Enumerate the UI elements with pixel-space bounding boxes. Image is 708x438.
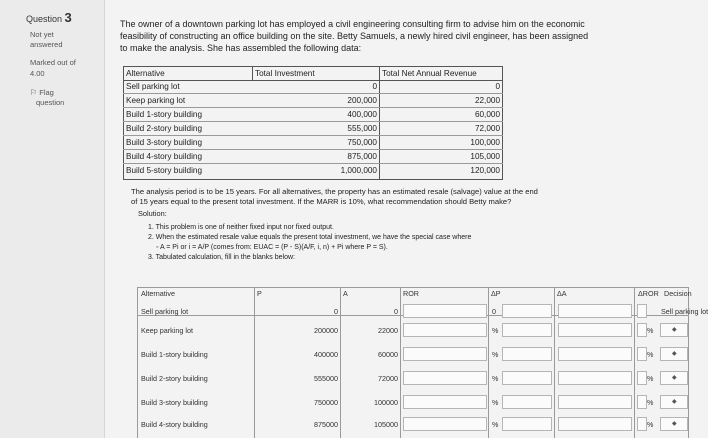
answer-alternative-cell: Build 1-story building bbox=[141, 350, 208, 359]
delta-a-input[interactable] bbox=[558, 347, 632, 361]
alternative-cell: Build 1-story building bbox=[126, 110, 203, 119]
row-divider bbox=[123, 93, 503, 94]
answer-dp-cell: % bbox=[492, 420, 499, 429]
alternative-cell: Build 5-story building bbox=[126, 166, 203, 175]
delta-p-input[interactable] bbox=[502, 371, 552, 385]
revenue-cell: 120,000 bbox=[470, 166, 500, 175]
alternative-cell: Build 4-story building bbox=[126, 152, 203, 161]
answer-p-cell: 555000 bbox=[314, 374, 338, 383]
ror-input[interactable] bbox=[403, 347, 487, 361]
answer-p-cell: 750000 bbox=[314, 398, 338, 407]
answer-p-cell: 200000 bbox=[314, 326, 338, 335]
header-net-revenue: Total Net Annual Revenue bbox=[382, 69, 477, 78]
chevron-down-icon: ◆ bbox=[672, 399, 677, 405]
answer-header-ror: ROR bbox=[403, 289, 419, 298]
revenue-cell: 100,000 bbox=[470, 138, 500, 147]
delta-ror-input[interactable] bbox=[637, 304, 647, 318]
header-total-investment: Total Investment bbox=[255, 69, 315, 78]
answer-alternative-cell: Build 2-story building bbox=[141, 374, 208, 383]
answer-a-cell: 105000 bbox=[374, 420, 398, 429]
row-divider bbox=[123, 135, 503, 136]
answer-dp-cell: 0 bbox=[492, 307, 496, 316]
solution-steps: 1. This problem is one of neither fixed input nor fixed output. 2. When the estimated resale value equals the present total investment, we have the special case where ◦ A = Pi or i = A/P (comes from: EUAC = (P - S)(A/F, i, n) + Pi where P = S). 3. Tabulated calculation, fill in the blanks below: bbox=[148, 224, 472, 261]
answer-alternative-cell: Build 4-story building bbox=[141, 420, 208, 429]
column-divider bbox=[554, 287, 555, 438]
answer-dp-cell: % bbox=[492, 350, 499, 359]
delta-a-input[interactable] bbox=[558, 304, 632, 318]
delta-ror-input[interactable] bbox=[637, 347, 647, 361]
delta-ror-percent: % bbox=[647, 420, 654, 429]
alternative-cell: Build 3-story building bbox=[126, 138, 203, 147]
answer-a-cell: 72000 bbox=[378, 374, 398, 383]
decision-dropdown[interactable] bbox=[660, 395, 688, 409]
decision-dropdown[interactable] bbox=[660, 323, 688, 337]
delta-ror-input[interactable] bbox=[637, 371, 647, 385]
chevron-down-icon: ◆ bbox=[672, 421, 677, 427]
delta-ror-percent: % bbox=[647, 374, 654, 383]
row-divider bbox=[123, 121, 503, 122]
delta-ror-input[interactable] bbox=[637, 417, 647, 431]
decision-dropdown[interactable] bbox=[660, 371, 688, 385]
column-divider bbox=[340, 287, 341, 438]
decision-value: Sell parking lot bbox=[661, 307, 708, 316]
delta-ror-input[interactable] bbox=[637, 323, 647, 337]
delta-p-input[interactable] bbox=[502, 323, 552, 337]
answer-a-cell: 0 bbox=[394, 307, 398, 316]
investment-cell: 200,000 bbox=[347, 96, 377, 105]
revenue-cell: 60,000 bbox=[474, 110, 500, 119]
question-number: Question 3 bbox=[26, 10, 72, 25]
delta-p-input[interactable] bbox=[502, 417, 552, 431]
delta-ror-input[interactable] bbox=[637, 395, 647, 409]
delta-ror-percent: % bbox=[647, 398, 654, 407]
investment-cell: 400,000 bbox=[347, 110, 377, 119]
answer-dp-cell: % bbox=[492, 326, 499, 335]
delta-a-input[interactable] bbox=[558, 395, 632, 409]
answer-header-decision: Decision bbox=[664, 289, 692, 298]
investment-cell: 875,000 bbox=[347, 152, 377, 161]
intro-text: The owner of a downtown parking lot has employed a civil engineering consulting firm to advise him on the economic feasibility of constructing an office building on the site. Betty Samuels, a newly hired civil engineer, has been assigned to make the analysis. She has assembled the following data: bbox=[120, 19, 589, 53]
revenue-cell: 0 bbox=[495, 82, 500, 91]
status-line1: Not yet bbox=[30, 30, 54, 39]
delta-ror-percent: % bbox=[647, 350, 654, 359]
marked-value: 4.00 bbox=[30, 69, 45, 78]
ror-input[interactable] bbox=[403, 323, 487, 337]
investment-cell: 1,000,000 bbox=[340, 166, 377, 175]
answer-alternative-cell: Build 3-story building bbox=[141, 398, 208, 407]
question-content bbox=[104, 0, 708, 438]
bullet-icon: ◦ bbox=[156, 244, 161, 251]
answer-header-delta-a: ΔA bbox=[557, 289, 567, 298]
ror-input[interactable] bbox=[403, 395, 487, 409]
answer-alternative-cell: Sell parking lot bbox=[141, 307, 189, 316]
answer-header-p: P bbox=[257, 289, 262, 298]
column-divider bbox=[488, 287, 489, 438]
answer-p-cell: 400000 bbox=[314, 350, 338, 359]
ror-input[interactable] bbox=[403, 304, 487, 318]
header-alternative: Alternative bbox=[126, 69, 165, 78]
decision-dropdown[interactable] bbox=[660, 417, 688, 431]
column-divider bbox=[400, 287, 401, 438]
delta-a-input[interactable] bbox=[558, 371, 632, 385]
row-divider bbox=[123, 149, 503, 150]
delta-p-input[interactable] bbox=[502, 395, 552, 409]
marked-label: Marked out of bbox=[30, 58, 76, 67]
answer-dp-cell: % bbox=[492, 398, 499, 407]
delta-a-input[interactable] bbox=[558, 323, 632, 337]
answer-dp-cell: % bbox=[492, 374, 499, 383]
revenue-cell: 72,000 bbox=[474, 124, 500, 133]
answer-a-cell: 22000 bbox=[378, 326, 398, 335]
answer-header-delta-ror: ΔROR bbox=[638, 289, 659, 298]
chevron-down-icon: ◆ bbox=[672, 327, 677, 333]
ror-input[interactable] bbox=[403, 417, 487, 431]
chevron-down-icon: ◆ bbox=[672, 351, 677, 357]
flag-question-link[interactable]: ⚐ Flag question bbox=[30, 88, 65, 107]
chevron-down-icon: ◆ bbox=[672, 375, 677, 381]
investment-cell: 555,000 bbox=[347, 124, 377, 133]
analysis-paragraph: The analysis period is to be 15 years. For all alternatives, the property has an estimated resale (salvage) value at the end of 15 years equal to the present total investment. If the MARR is 10%, what recommendation should Betty make? bbox=[131, 187, 538, 206]
flag-icon: ⚐ bbox=[30, 88, 38, 97]
column-divider bbox=[634, 287, 635, 438]
answer-p-cell: 875000 bbox=[314, 420, 338, 429]
solution-label: Solution: bbox=[138, 209, 167, 218]
alternative-cell: Keep parking lot bbox=[126, 96, 186, 105]
ror-input[interactable] bbox=[403, 371, 487, 385]
answer-a-cell: 100000 bbox=[374, 398, 398, 407]
investment-cell: 750,000 bbox=[347, 138, 377, 147]
delta-p-input[interactable] bbox=[502, 304, 552, 318]
answer-header-delta-p: ΔP bbox=[491, 289, 501, 298]
alternative-cell: Build 2-story building bbox=[126, 124, 203, 133]
revenue-cell: 22,000 bbox=[474, 96, 500, 105]
delta-p-input[interactable] bbox=[502, 347, 552, 361]
answer-alternative-cell: Keep parking lot bbox=[141, 326, 193, 335]
alternative-cell: Sell parking lot bbox=[126, 82, 180, 91]
answer-header-a: A bbox=[343, 289, 348, 298]
column-divider bbox=[254, 287, 255, 438]
delta-ror-percent: % bbox=[647, 326, 654, 335]
row-divider bbox=[123, 107, 503, 108]
answer-p-cell: 0 bbox=[334, 307, 338, 316]
status-line2: answered bbox=[30, 40, 63, 49]
row-divider bbox=[123, 163, 503, 164]
answer-header-alternative: Alternative bbox=[141, 289, 175, 298]
revenue-cell: 105,000 bbox=[470, 152, 500, 161]
investment-cell-extra: 0 bbox=[372, 82, 377, 91]
answer-a-cell: 60000 bbox=[378, 350, 398, 359]
question-info-panel bbox=[0, 0, 105, 438]
delta-a-input[interactable] bbox=[558, 417, 632, 431]
decision-dropdown[interactable] bbox=[660, 347, 688, 361]
